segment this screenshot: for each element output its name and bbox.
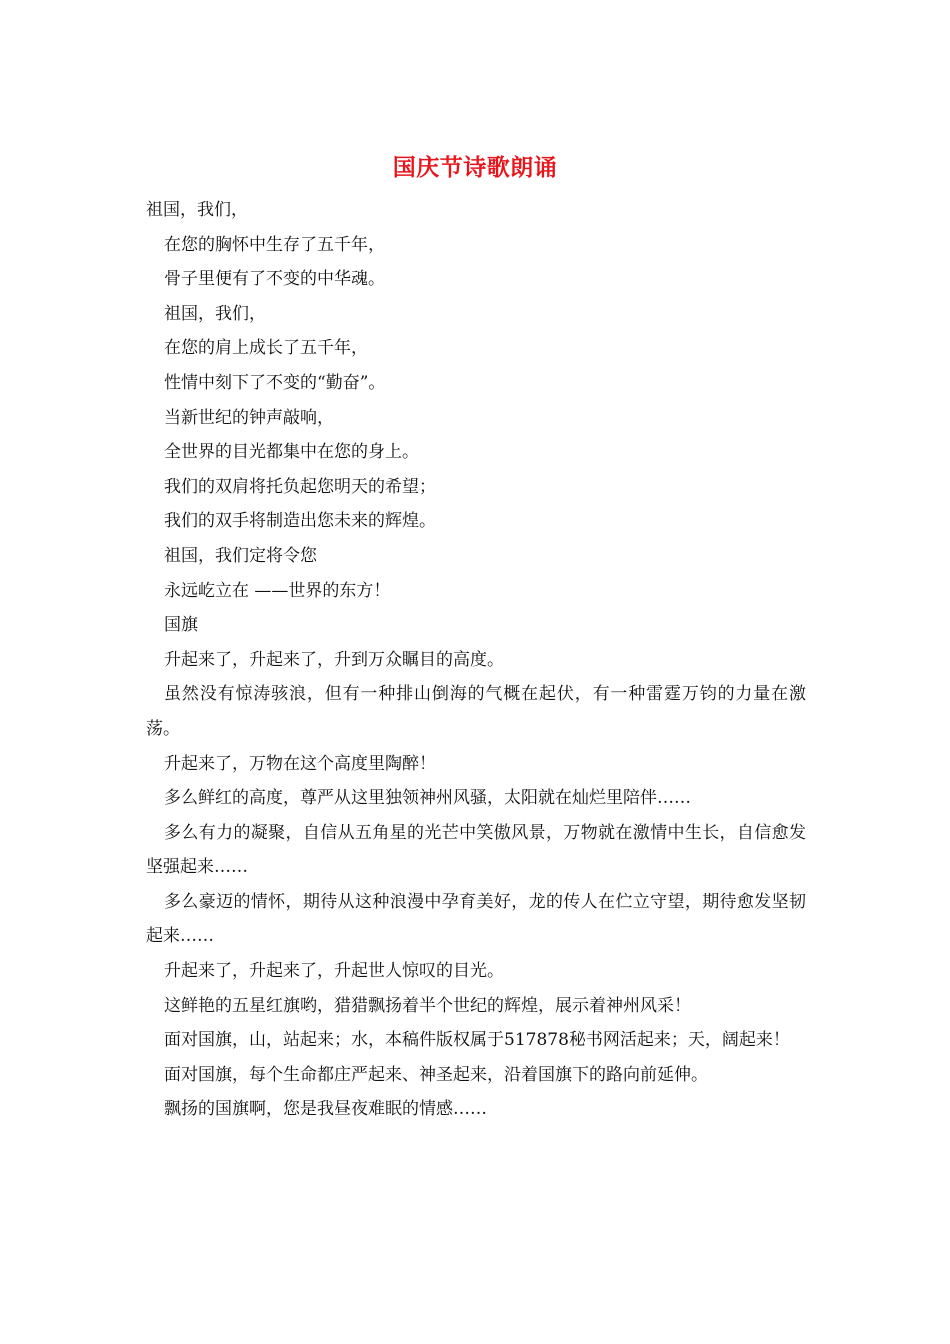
poem-line: 升起来了，万物在这个高度里陶醉！ <box>164 753 436 774</box>
document-title: 国庆节诗歌朗诵 <box>392 154 558 181</box>
poem-line: 当新世纪的钟声敲响， <box>164 407 334 428</box>
poem-line: 全世界的目光都集中在您的身上。 <box>164 442 419 463</box>
poem-line: 祖国，我们定将令您 <box>164 545 317 566</box>
poem-line: 祖国，我们， <box>164 303 266 324</box>
poem-line: 在您的胸怀中生存了五千年， <box>164 234 385 255</box>
poem-line: 面对国旗，山，站起来；水，本稿件版权属于517878秘书网活起来；天，阔起来！ <box>164 1030 790 1051</box>
poem-line: 我们的双肩将托负起您明天的希望； <box>164 476 436 497</box>
poem-line: 骨子里便有了不变的中华魂。 <box>164 269 385 290</box>
poem-line: 多么豪迈的情怀，期待从这种浪漫中孕育美好，龙的传人在伫立守望，期待愈发坚韧起来…… <box>146 891 806 947</box>
poem-line: 永远屹立在 ——世界的东方！ <box>164 580 391 601</box>
section-heading: 国旗 <box>164 615 198 636</box>
poem-line: 飘扬的国旗啊，您是我昼夜难眠的情感…… <box>164 1099 487 1120</box>
poem-line: 升起来了，升起来了，升到万众瞩目的高度。 <box>164 649 504 670</box>
poem-line: 多么鲜红的高度，尊严从这里独领神州风骚，太阳就在灿烂里陪伴…… <box>164 788 691 809</box>
poem-line: 祖国，我们， <box>146 200 248 220</box>
poem-line: 升起来了，升起来了，升起世人惊叹的目光。 <box>164 961 504 982</box>
poem-line: 面对国旗，每个生命都庄严起来、神圣起来，沿着国旗下的路向前延伸。 <box>164 1064 708 1085</box>
poem-line: 虽然没有惊涛骇浪，但有一种排山倒海的气概在起伏，有一种雷霆万钧的力量在激荡。 <box>146 684 806 739</box>
poem-line: 性情中刻下了不变的“勤奋”。 <box>164 372 386 393</box>
document-body <box>146 193 806 1127</box>
poem-line: 我们的双手将制造出您未来的辉煌。 <box>164 511 436 532</box>
poem-line: 多么有力的凝聚，自信从五角星的光芒中笑傲风景，万物就在激情中生长，自信愈发坚强起来…… <box>146 822 806 878</box>
poem-line: 在您的肩上成长了五千年， <box>164 338 368 359</box>
poem-line: 这鲜艳的五星红旗哟，猎猎飘扬着半个世纪的辉煌，展示着神州风采！ <box>164 995 691 1016</box>
